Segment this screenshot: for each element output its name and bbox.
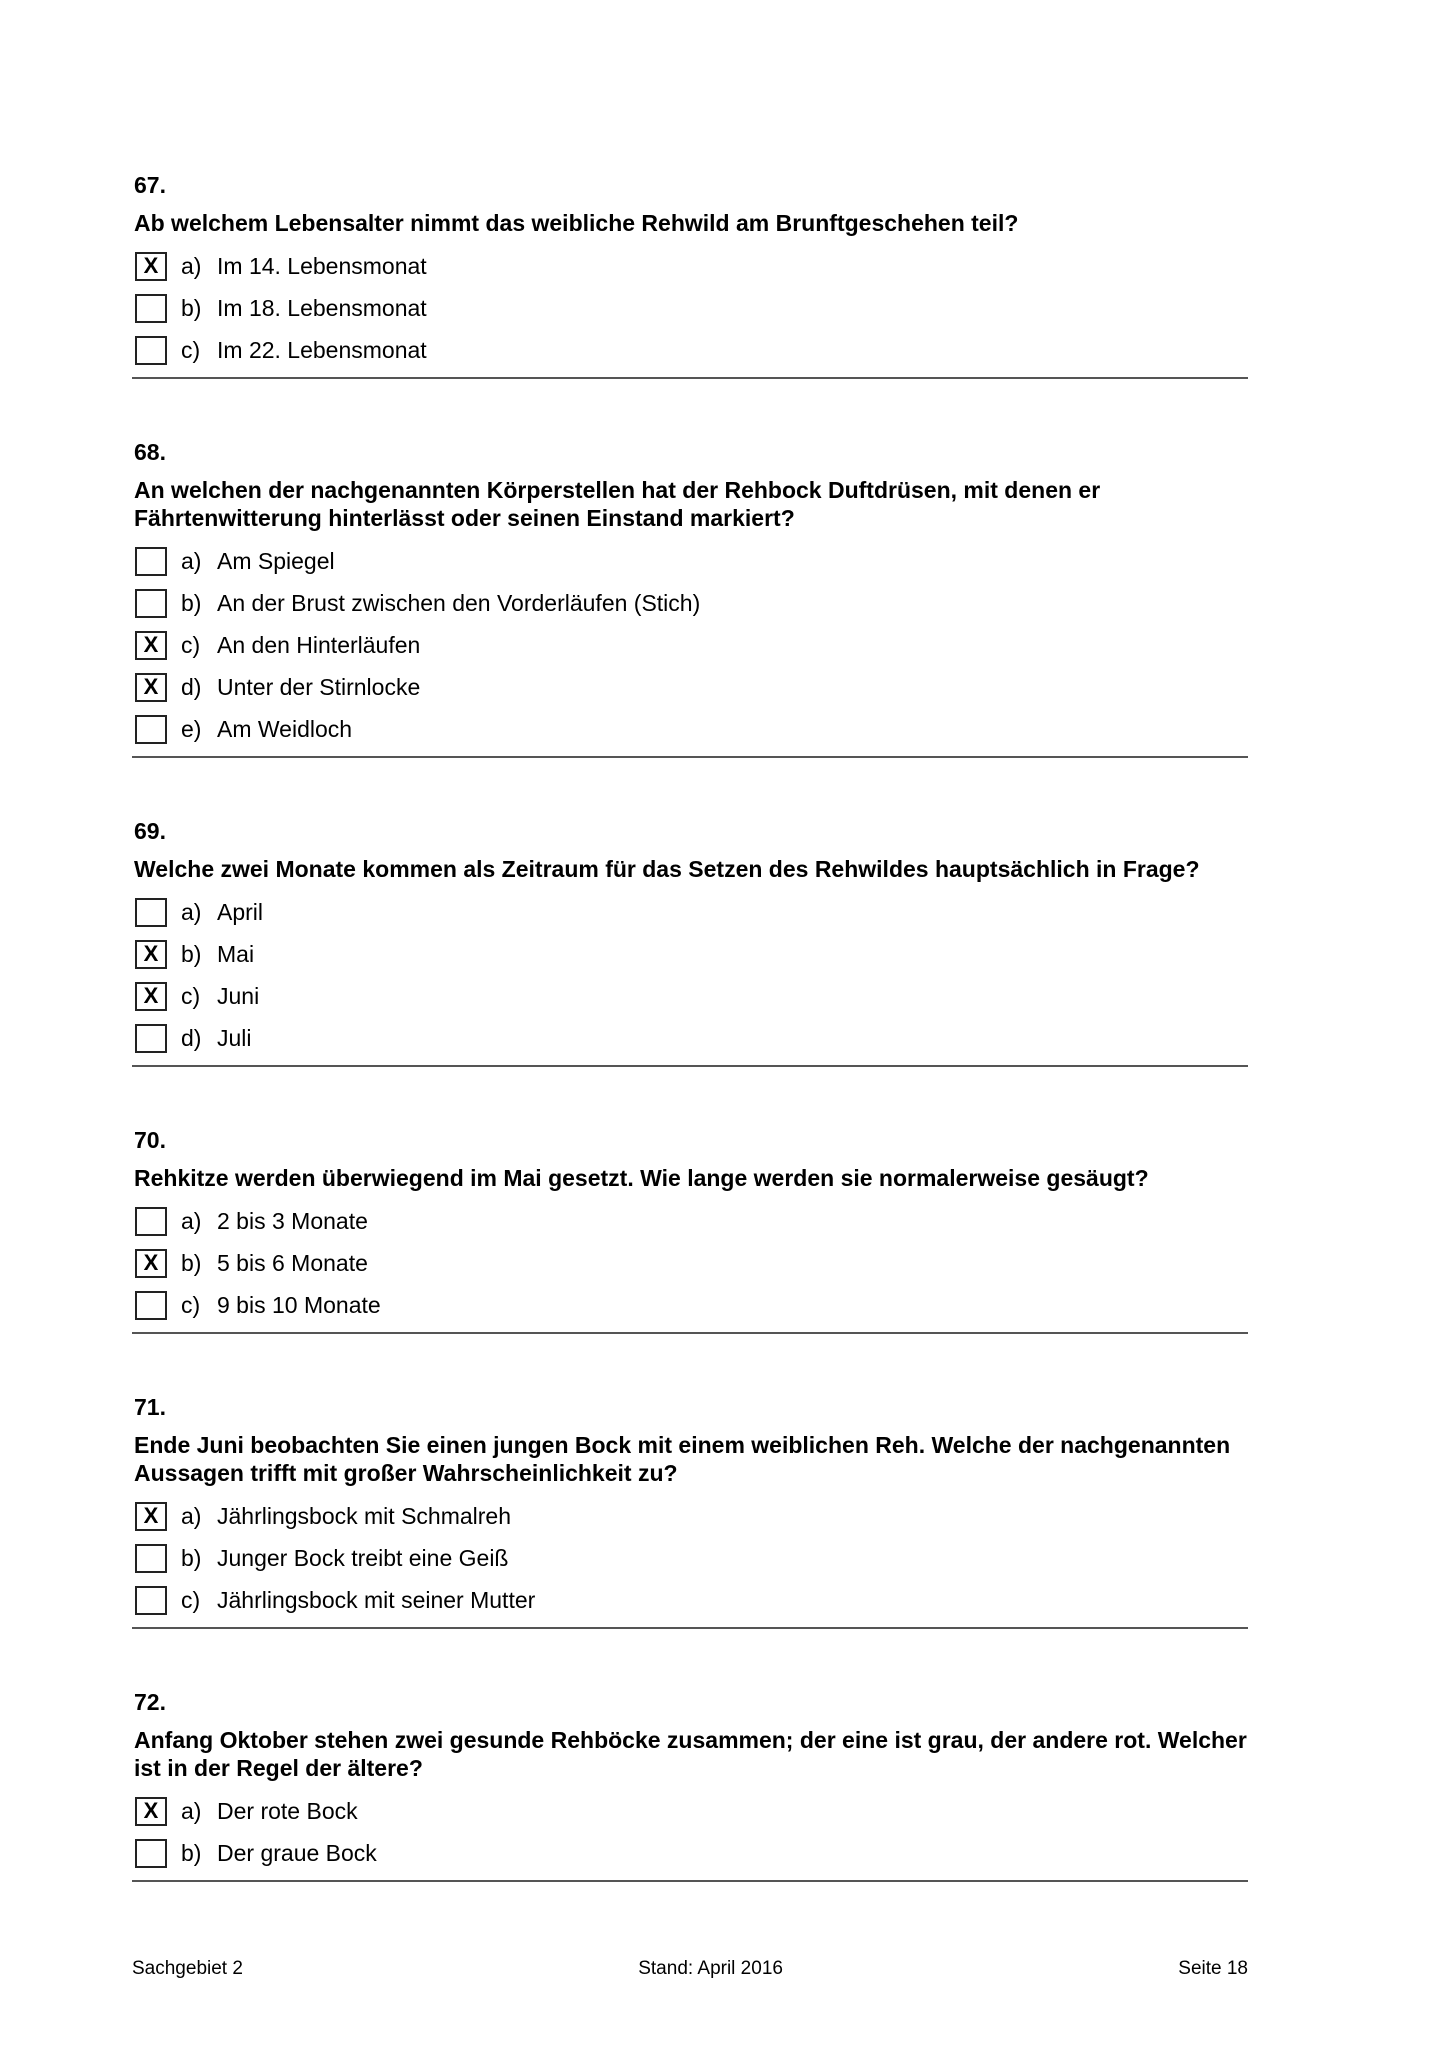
question-text: Ab welchem Lebensalter nimmt das weibliche Rehwild am Brunftgeschehen teil? xyxy=(134,210,1019,236)
option-letter: e) xyxy=(181,715,202,742)
x-mark-icon: X xyxy=(143,1798,159,1823)
checkbox-checked[interactable] xyxy=(135,1249,167,1278)
option-list xyxy=(132,540,1248,750)
option-letter: c) xyxy=(181,1586,201,1613)
option-letter: a) xyxy=(181,1797,202,1824)
option-letter: b) xyxy=(181,1839,202,1866)
checkbox-checked[interactable] xyxy=(135,631,167,660)
question-number: 71. xyxy=(134,1394,166,1420)
option-d[interactable] xyxy=(132,1017,1248,1059)
footer-section: Sachgebiet 2 xyxy=(132,1958,243,1979)
x-mark-icon: X xyxy=(143,1503,159,1528)
option-b[interactable] xyxy=(132,582,1248,624)
x-mark-icon: X xyxy=(143,632,159,657)
option-list xyxy=(132,1495,1248,1621)
checkbox-checked[interactable] xyxy=(135,252,167,281)
question-number: 67. xyxy=(134,172,166,198)
option-letter: a) xyxy=(181,547,202,574)
question-72 xyxy=(132,1687,1248,1882)
checkbox-unchecked[interactable] xyxy=(135,1207,167,1236)
checkbox-unchecked[interactable] xyxy=(135,1024,167,1053)
x-mark-icon: X xyxy=(143,983,159,1008)
option-letter: b) xyxy=(181,294,202,321)
option-letter: a) xyxy=(181,1207,202,1234)
checkbox-unchecked[interactable] xyxy=(135,715,167,744)
option-text: April xyxy=(217,898,264,925)
option-letter: d) xyxy=(181,1024,202,1051)
option-c[interactable] xyxy=(132,624,1248,666)
question-number: 68. xyxy=(134,439,166,465)
option-text: 9 bis 10 Monate xyxy=(217,1291,381,1318)
option-text: Der graue Bock xyxy=(217,1839,377,1866)
option-c[interactable] xyxy=(132,975,1248,1017)
option-a[interactable] xyxy=(132,891,1248,933)
x-mark-icon: X xyxy=(143,253,159,278)
option-letter: b) xyxy=(181,589,202,616)
checkbox-unchecked[interactable] xyxy=(135,1291,167,1320)
checkbox-unchecked[interactable] xyxy=(135,898,167,927)
option-list xyxy=(132,891,1248,1059)
option-a[interactable] xyxy=(132,1200,1248,1242)
x-mark-icon: X xyxy=(143,1250,159,1275)
option-text: Juni xyxy=(217,982,260,1009)
option-b[interactable] xyxy=(132,1832,1248,1874)
checkbox-unchecked[interactable] xyxy=(135,547,167,576)
question-number: 69. xyxy=(134,818,166,844)
question-71 xyxy=(132,1392,1248,1629)
option-text: Im 18. Lebensmonat xyxy=(217,294,427,321)
checkbox-checked[interactable] xyxy=(135,940,167,969)
question-list xyxy=(132,170,1248,1940)
checkbox-checked[interactable] xyxy=(135,673,167,702)
option-text: Im 22. Lebensmonat xyxy=(217,336,427,363)
footer-page-number: Seite 18 xyxy=(1178,1958,1248,1979)
question-text: Welche zwei Monate kommen als Zeitraum für das Setzen des Rehwildes hauptsächlich in Frage? xyxy=(134,856,1200,882)
option-letter: b) xyxy=(181,1544,202,1571)
option-text: An der Brust zwischen den Vorderläufen (Stich) xyxy=(217,589,701,616)
option-b[interactable] xyxy=(132,1537,1248,1579)
option-c[interactable] xyxy=(132,1284,1248,1326)
option-letter: a) xyxy=(181,898,202,925)
option-a[interactable] xyxy=(132,540,1248,582)
checkbox-checked[interactable] xyxy=(135,1797,167,1826)
option-letter: d) xyxy=(181,673,202,700)
option-a[interactable] xyxy=(132,1790,1248,1832)
option-b[interactable] xyxy=(132,287,1248,329)
option-text: Im 14. Lebensmonat xyxy=(217,252,427,279)
question-text: Rehkitze werden überwiegend im Mai gesetzt. Wie lange werden sie normalerweise gesäugt? xyxy=(134,1165,1149,1191)
footer-date: Stand: April 2016 xyxy=(638,1958,783,1979)
checkbox-unchecked[interactable] xyxy=(135,336,167,365)
page-footer xyxy=(132,1958,1248,1980)
question-number: 72. xyxy=(134,1689,166,1715)
checkbox-unchecked[interactable] xyxy=(135,1586,167,1615)
option-letter: c) xyxy=(181,336,201,363)
question-text: An welchen der nachgenannten Körperstellen hat der Rehbock Duftdrüsen, mit denen er Fährtenwitterung hinterlässt oder seinen Einstand markiert? xyxy=(134,477,1101,531)
option-e[interactable] xyxy=(132,708,1248,750)
question-69 xyxy=(132,816,1248,1067)
option-list xyxy=(132,245,1248,371)
option-text: An den Hinterläufen xyxy=(217,631,421,658)
checkbox-unchecked[interactable] xyxy=(135,1544,167,1573)
option-b[interactable] xyxy=(132,1242,1248,1284)
question-67 xyxy=(132,170,1248,379)
option-letter: a) xyxy=(181,252,202,279)
question-68 xyxy=(132,437,1248,758)
option-letter: b) xyxy=(181,1249,202,1276)
option-b[interactable] xyxy=(132,933,1248,975)
option-a[interactable] xyxy=(132,245,1248,287)
checkbox-unchecked[interactable] xyxy=(135,589,167,618)
option-text: Mai xyxy=(217,940,255,967)
question-text: Anfang Oktober stehen zwei gesunde Rehböcke zusammen; der eine ist grau, der andere rot. Welcher ist in der Regel der ältere? xyxy=(134,1727,1247,1781)
x-mark-icon: X xyxy=(143,941,159,966)
checkbox-checked[interactable] xyxy=(135,982,167,1011)
option-a[interactable] xyxy=(132,1495,1248,1537)
option-letter: b) xyxy=(181,940,202,967)
option-d[interactable] xyxy=(132,666,1248,708)
option-letter: c) xyxy=(181,1291,201,1318)
x-mark-icon: X xyxy=(143,674,159,699)
question-number: 70. xyxy=(134,1127,166,1153)
option-text: Junger Bock treibt eine Geiß xyxy=(217,1544,509,1571)
option-text: Am Spiegel xyxy=(217,547,335,574)
option-c[interactable] xyxy=(132,1579,1248,1621)
option-text: Jährlingsbock mit Schmalreh xyxy=(217,1502,512,1529)
option-letter: c) xyxy=(181,631,201,658)
option-letter: c) xyxy=(181,982,201,1009)
option-c[interactable] xyxy=(132,329,1248,371)
option-list xyxy=(132,1200,1248,1326)
checkbox-unchecked[interactable] xyxy=(135,1839,167,1868)
option-text: Der rote Bock xyxy=(217,1797,358,1824)
option-text: Am Weidloch xyxy=(217,715,353,742)
option-text: Jährlingsbock mit seiner Mutter xyxy=(217,1586,536,1613)
option-text: 2 bis 3 Monate xyxy=(217,1207,368,1234)
option-text: Juli xyxy=(217,1024,252,1051)
option-letter: a) xyxy=(181,1502,202,1529)
checkbox-checked[interactable] xyxy=(135,1502,167,1531)
question-text: Ende Juni beobachten Sie einen jungen Bock mit einem weiblichen Reh. Welche der nachgenannten Aussagen trifft mit großer Wahrscheinlichkeit zu? xyxy=(134,1432,1231,1486)
checkbox-unchecked[interactable] xyxy=(135,294,167,323)
option-list xyxy=(132,1790,1248,1874)
option-text: 5 bis 6 Monate xyxy=(217,1249,368,1276)
option-text: Unter der Stirnlocke xyxy=(217,673,421,700)
question-70 xyxy=(132,1125,1248,1334)
